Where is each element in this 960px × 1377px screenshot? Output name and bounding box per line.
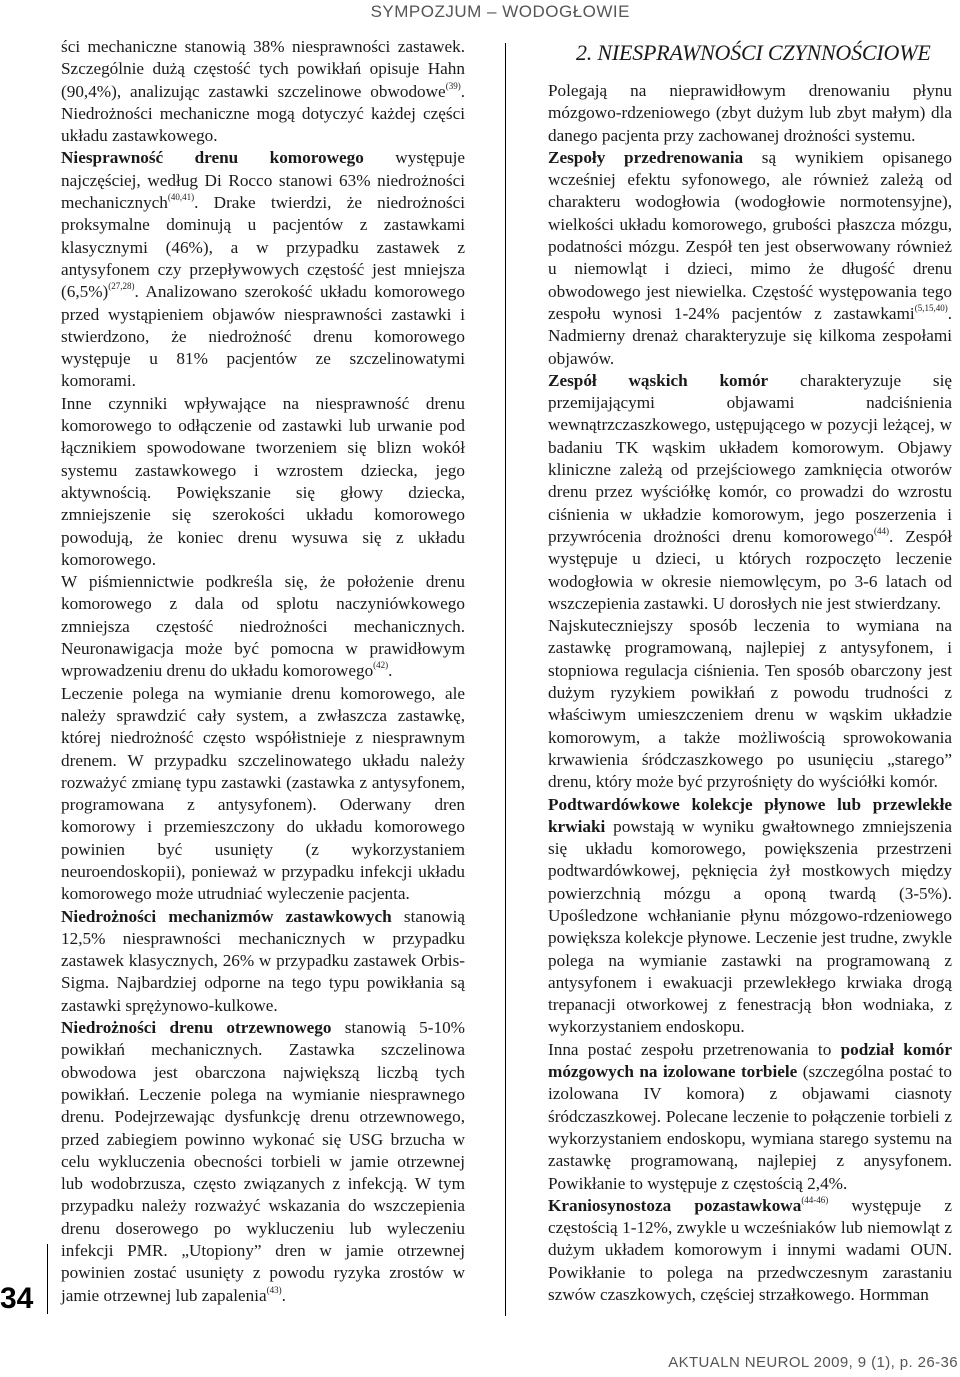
- paragraph: Inna postać zespołu przetrenowania to podział komór mózgowych na izolowane torbiele (szczególna postać to izolowana IV komora) z objawami ciasnoty śródczaszkowej. Polecane leczenie to połączenie torbieli z wykorzystaniem endoskopu, wymiana starego systemu na zastawkę programowaną, najlepiej z anysyfonem. Powikłanie to występuje z częstością 2,4%.: [548, 1039, 952, 1193]
- paragraph: Niesprawność drenu komorowego występuje najczęściej, według Di Rocco stanowi 63% niedrożności mechanicznych$^{(40,41)}$. Drake twierdzi, że niedrożności proksymalne dominują u pacjentów z zastawkami klasycznymi (46%), a w przypadku zastawek z antysyfonem czy przepływowych częstość jest mniejsza $(6,5\%)^{(27,28)}$. Analizowano szerokość układu komorowego przed wystąpieniem objawów niesprawności zastawki i stwierdzono, że niedrożność drenu komorowego występuje u 81% pacjentów ze szczelinowatymi komorami.: [61, 148, 465, 391]
- left-column: [61, 36, 465, 1307]
- page-number: 34: [0, 1282, 34, 1315]
- bold-term: Podtwardówkowe kolekcje płynowe lub przewlekłe krwiaki: [548, 794, 952, 836]
- bold-term: Niesprawność drenu komorowego: [61, 148, 364, 168]
- bold-term: podział komór mózgowych na izolowane torbiele: [548, 1039, 952, 1082]
- citation-ref: (39): [445, 80, 461, 91]
- bold-term: Zespół wąskich komór: [548, 370, 769, 390]
- bold-term: Niedrożności mechanizmów zastawkowych: [61, 906, 392, 926]
- running-header: SYMPOZJUM – WODOGŁOWIE: [370, 2, 630, 21]
- paragraph: Polegają na nieprawidłowym drenowaniu płynu mózgowo-rdzeniowego (zbyt dużym lub zbyt małym) dla danego pacjenta przy zachowanej drożności systemu.: [548, 81, 952, 145]
- column-divider: [505, 43, 506, 1316]
- bold-term: Niedrożności drenu otrzewnowego: [61, 1018, 332, 1038]
- citation-ref: (40,41): [167, 192, 195, 203]
- citation-ref: (27,28): [108, 281, 135, 292]
- paragraph: Niedrożności drenu otrzewnowego stanowią 5-10% powikłań mechanicznych. Zastawka szczelinowa obwodowa jest obarczona największą liczbą tych powikłań. Leczenie polega na wymianie niesprawnego drenu. Podejrzewając dysfunkcję drenu otrzewnowego, przed zabiegiem powinno wykonać się USG brzucha w celu wykluczenia obecności torbieli w jamie otrzewnej lub wodobrzusza, często związanych z infekcją. W tym przypadku należy rozważyć wskazania do wszczepienia drenu doserowego po wykluczeniu lub wyleczeniu infekcji PMR. „Utopiony” dren w jamie otrzewnej powinien zostać usunięty z powodu ryzyka zrostów w jamie otrzewnej lub zapalenia$^{(43)}$.: [61, 1018, 466, 1305]
- paragraph: Kraniosynostoza pozastawkowa$^{(44-46)}$ występuje z częstością 1-12%, zwykle u wcześniaków lub niemowląt z dużym układem komorowym i innymi wadami OUN. Powikłanie to polega na przedwczesnym zarastaniu szwów czaszkowych, częściej strzałkowego. Hormman: [548, 1194, 952, 1305]
- paragraph: W piśmiennictwie podkreśla się, że położenie drenu komorowego z dala od splotu naczyniówkowego zmniejsza częstość niedrożności mechanicznych. Neuronawigacja może być pomocna w prawidłowym wprowadzeniu drenu do układu komorowego$^{(42)}$.: [61, 572, 465, 681]
- citation-ref: (5,15,40): [914, 302, 948, 313]
- bold-term: Zespoły przedrenowania: [548, 147, 744, 167]
- section-title: 2. NIESPRAWNOŚCI CZYNNOŚCIOWE: [576, 40, 931, 65]
- paragraph: Niedrożności mechanizmów zastawkowych stanowią 12,5% niesprawności mechanicznych w przypadku zastawek klasycznych, 26% w przypadku zastawek Orbis-Sigma. Najbardziej odporne na tego typu powikłania są zastawki sprężynowo-kulkowe.: [61, 906, 465, 1015]
- citation-ref: (44-46): [801, 1194, 829, 1205]
- citation-ref: (42): [373, 660, 389, 671]
- citation-ref: (43): [266, 1284, 282, 1295]
- paragraph: Zespół wąskich komór charakteryzuje się przemijającymi objawami nadciśnienia wewnątrzczaszkowego, ustępującego w pozycji leżącej, w badaniu TK wąskim układem komorowym. Objawy kliniczne zależą od przejściowego zamknięcia otworów drenu przez wyściółkę komór, co prowadzi do wzrostu ciśnienia w układzie komorowym, jego poszerzenia i przywrócenia drożności drenu komorowego$^{(44)}$. Zespół występuje u dzieci, u których rozpoczęto leczenie wodogłowia w okresie niemowlęcym, po 3-6 latach od wszczepienia zastawki. U dorosłych nie jest stwierdzany.: [548, 370, 952, 613]
- bold-term: Kraniosynostoza pozastawkowa: [548, 1195, 802, 1215]
- paragraph: Najskuteczniejszy sposób leczenia to wymiana na zastawkę programowaną, najlepiej z antysyfonem, i stopniowa regulacja ciśnienia. Ten sposób obarczony jest dużym ryzykiem powikłań z powodu trudności z właściwym umieszczeniem drenu w wąskim układzie komorowym, a także możliwością sprowokowania krwawienia śródczaszkowego po usunięciu „starego” drenu, który może być przyrośnięty do wyściółki komór.: [548, 616, 952, 792]
- paragraph: Zespoły przedrenowania są wynikiem opisanego wcześniej efektu syfonowego, ale również zależą od charakteru wodogłowia (wodogłowie normotensyjne), wielkości układu komorowego, grubości płaszcza mózgu, podatności mózgu. Zespół ten jest obserwowany również u niemowląt i dzieci, mimo że długość drenu obwodowego jest niewielka. Częstość występowania tego zespołu wynosi 1-24% pacjentów z zastawkami$^{(5,15,40)}$. Nadmierny drenaż charakteryzuje się kilkoma zespołami objawów.: [548, 147, 953, 368]
- journal-citation: AKTUALN NEUROL 2009, 9 (1), p. 26-36: [668, 1354, 958, 1371]
- paragraph: Inne czynniki wpływające na niesprawność drenu komorowego to odłączenie od zastawki lub urwanie pod łącznikiem spowodowane tworzeniem się blizn wokół systemu zastawkowego i wzrostem dziecka, jego aktywnością. Powiększanie się głowy dziecka, zmniejszenie się szerokości układu komorowego powodują, że koniec drenu wysuwa się z układu komorowego.: [61, 393, 465, 569]
- paragraph: ści mechaniczne stanowią 38% niesprawności zastawek. Szczególnie dużą częstość tych powikłań opisuje Hahn (90,4%), analizując zastawki szczelinowe obwodowe$^{(39)}$. Niedrożności mechaniczne mogą dotyczyć każdej części układu zastawkowego.: [61, 37, 465, 146]
- citation-ref: (44): [873, 525, 889, 536]
- right-column: [548, 36, 952, 1306]
- paragraph: Podtwardówkowe kolekcje płynowe lub przewlekłe krwiaki powstają w wyniku gwałtownego zmniejszenia się układu komorowego, powiększenia przestrzeni podtwardówkowej, pęknięcia żył mostkowych między powierzchnią mózgu a oponą twardą (3-5%). Upośledzone wchłanianie płynu mózgowo-rdzeniowego powiększa kolekcje płynowe. Leczenie jest trudne, zwykle polega na wymianie zastawki na programowaną z antysyfonem i ewakuacji przewlekłego krwiaka drogą trepanacji otworkowej z fenestracją błon wodniaka, z wykorzystaniem endoskopu.: [548, 794, 952, 1037]
- page-number-rule: [47, 1244, 48, 1314]
- paragraph: Leczenie polega na wymianie drenu komorowego, ale należy sprawdzić cały system, a zwłaszcza zastawkę, której niedrożność często współistnieje z niesprawnym drenem. W przypadku szczelinowatego układu należy rozważyć zmianę typu zastawki (zastawka z antysyfonem, programowana z antysyfonem). Oderwany dren komorowy i przemieszczony do układu komorowego powinien być usunięty (z wykorzystaniem neuroendoskopii), ponieważ w przypadku infekcji układu komorowego może utrudniać wyleczenie pacjenta.: [61, 683, 465, 904]
